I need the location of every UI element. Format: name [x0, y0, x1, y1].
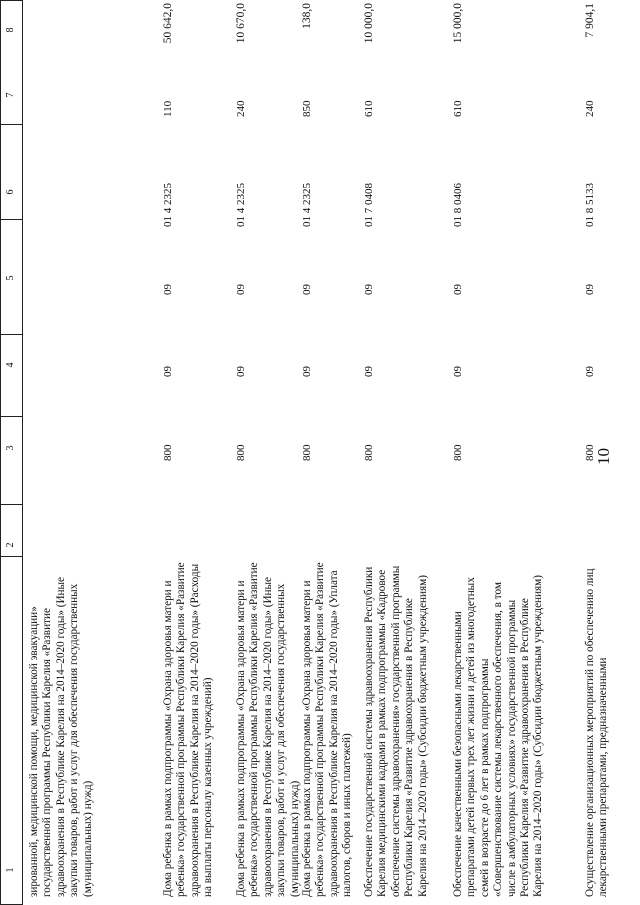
cell-col-5: 09: [235, 284, 247, 295]
col-separator: [0, 504, 22, 505]
cell-col-7: 240: [584, 100, 596, 117]
table-row-description: Дома ребенка в рамках подпрограммы «Охрана здоровья матери и ребенка» государственной программы Республики Карелия «Развитие здравоохранения в Республике Карелия на 2014–2020 годы» (Расходы на выплаты персоналу казенных учреждений): [162, 562, 215, 897]
cell-col-7: 850: [301, 100, 313, 117]
cell-col-3: 800: [301, 444, 313, 461]
cell-col-5: 09: [452, 284, 464, 295]
header-col-6: 6: [5, 189, 16, 195]
header-col-5: 5: [5, 275, 16, 281]
header-col-8: 8: [5, 27, 16, 33]
cell-col-7: 240: [235, 100, 247, 117]
page-number: 10: [594, 448, 613, 465]
cell-col-3: 800: [363, 444, 375, 461]
cell-col-3: 800: [235, 444, 247, 461]
cell-col-6: 01 4 2325: [301, 183, 313, 227]
table-top-border: [0, 0, 1, 905]
cell-col-7: 610: [363, 100, 375, 117]
cell-col-5: 09: [363, 284, 375, 295]
cell-amount: 50 642,0: [162, 3, 174, 44]
cell-col-6: 01 4 2325: [162, 183, 174, 227]
cell-col-4: 09: [301, 366, 313, 377]
table-row-description: Обеспечение качественными безопасными лекарственными препаратами детей первых трех лет жизни и детей из многодетных семей в возрасте до 6 лет в рамках подпрограммы «Совершенствование системы лекарственного обеспечения, в том числе в амбулаторных условиях» государственной программы Республики Карелия «Развитие здравоохранения в Республике Карелия на 2014–2020 годы» (Субсидии бюджетным учреждениям): [452, 575, 545, 897]
cell-col-5: 09: [162, 284, 174, 295]
col-separator: [0, 0, 22, 1]
cell-amount: 10 670,0: [235, 3, 247, 44]
table-row-description: Осуществление организационных мероприятий по обеспечению лиц лекарственными препаратами, предназначенными: [584, 568, 610, 897]
cell-col-6: 01 4 2325: [235, 183, 247, 227]
cell-amount: 15 000,0: [452, 3, 464, 44]
header-bottom-border: [22, 0, 23, 905]
cell-amount: 7 904,1: [584, 3, 596, 38]
col-separator: [0, 219, 22, 220]
cell-col-6: 01 8 5133: [584, 183, 596, 227]
cell-col-4: 09: [363, 366, 375, 377]
table-row-description: Дома ребенка в рамках подпрограммы «Охрана здоровья матери и ребенка» государственной программы Республики Карелия «Развитие здравоохранения в Республике Карелия на 2014–2020 годы» (Иные закупки товаров, работ и услуг для обеспечения государственных (муниципальных) нужд): [235, 562, 301, 897]
cell-col-4: 09: [452, 366, 464, 377]
cell-col-6: 01 8 0406: [452, 183, 464, 227]
cell-col-4: 09: [162, 366, 174, 377]
cell-col-4: 09: [235, 366, 247, 377]
header-col-4: 4: [5, 362, 16, 368]
header-col-2: 2: [5, 542, 16, 548]
col-separator: [0, 334, 22, 335]
col-separator: [0, 124, 22, 125]
cell-col-7: 610: [452, 100, 464, 117]
table-row-description: Дома ребенка в рамках подпрограммы «Охрана здоровья матери и ребенка» государственной программы Республики Карелия «Развитие здравоохранения в Республике Карелия на 2014–2020 годы» (Уплата налогов, сборов и иных платежей): [301, 562, 354, 897]
cell-col-7: 110: [162, 100, 174, 117]
cell-col-3: 800: [584, 444, 596, 461]
col-separator: [0, 416, 22, 417]
header-col-7: 7: [5, 92, 16, 98]
cell-col-6: 01 7 0408: [363, 183, 375, 227]
header-col-1: 1: [5, 867, 16, 873]
table-row-description: зированной, медицинской помощи, медицинской эвакуации» государственной программы Республики Карелия «Развитие здравоохранения в Республике Карелия на 2014–2020 годы» (Иные закупки товаров, работ и услуг для обеспечения государственных (муниципальных) нужд): [28, 577, 94, 897]
header-col-3: 3: [5, 445, 16, 451]
cell-col-3: 800: [452, 444, 464, 461]
cell-col-4: 09: [584, 366, 596, 377]
table-row-description: Обеспечение государственной системы здравоохранения Республики Карелия медицинскими кадрами в рамках подпрограммы «Кадровое обеспечение системы здравоохранения» государственной программы Республики Карелия «Развитие здравоохранения в Республике Карелия на 2014–2020 годы» (Субсидии бюджетным учреждениям): [363, 565, 429, 897]
cell-col-5: 09: [584, 284, 596, 295]
cell-col-3: 800: [162, 444, 174, 461]
cell-amount: 138,0: [301, 3, 313, 29]
cell-col-5: 09: [301, 284, 313, 295]
cell-amount: 10 000,0: [363, 3, 375, 44]
